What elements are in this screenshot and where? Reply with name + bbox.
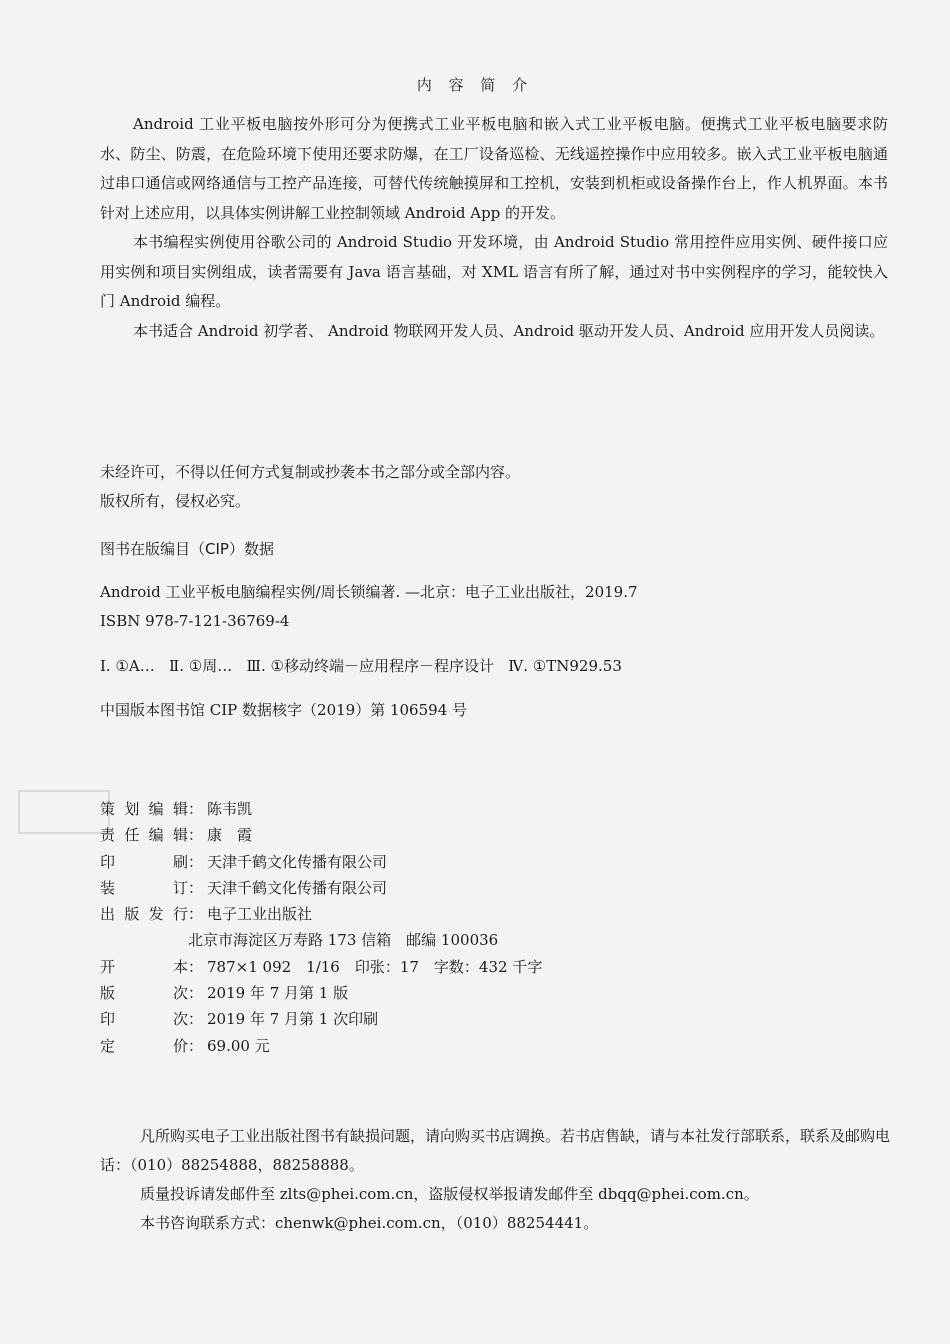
intro-paragraph-3: 本书适合 Android 初学者、 Android 物联网开发人员、Android 驱动开发人员、Android 应用开发人员阅读。 bbox=[133, 321, 885, 340]
detail-label: 印次 bbox=[100, 1010, 188, 1029]
detail-label: 装订 bbox=[100, 878, 188, 897]
detail-label: 定价 bbox=[100, 1036, 188, 1055]
contact-paragraph-3: 本书咨询联系方式：chenwk@phei.com.cn，（010）88254441。 bbox=[140, 1214, 599, 1232]
detail-row: 策划编辑 ： 陈韦凯 bbox=[100, 796, 542, 822]
detail-value: 2019 年 7 月第 1 版 bbox=[207, 984, 349, 1003]
publication-details bbox=[100, 796, 542, 1059]
detail-value: 天津千鹤文化传播有限公司 bbox=[207, 878, 388, 897]
copyright-notice bbox=[100, 458, 520, 516]
detail-label: 版次 bbox=[100, 984, 188, 1003]
cip-heading: 图书在版编目（CIP）数据 bbox=[100, 540, 274, 558]
detail-value: 北京市海淀区万寿路 173 信箱 邮编 100036 bbox=[188, 931, 499, 950]
detail-value: 787×1 092 1/16 印张：17 字数：432 千字 bbox=[207, 957, 543, 976]
detail-row: 出版发行 ： 电子工业出版社 bbox=[100, 901, 542, 927]
intro-paragraph-1: Android 工业平板电脑按外形可分为便携式工业平板电脑和嵌入式工业平板电脑。便携式工业平板电脑要求防水、防尘、防震，在危险环境下使用还要求防爆，在工厂设备巡检、无线遥控操作中应用较多。嵌入式工业平板电脑通过串口通信或网络通信与工控产品连接，可替代传统触摸屏和工控机，安装到机柜或设备操作台上，作人机界面。本书针对上述应用，以具体实例讲解工业控制领域 Android App 的开发。 bbox=[100, 115, 888, 222]
detail-row: 印次 ： 2019 年 7 月第 1 次印刷 bbox=[100, 1006, 542, 1032]
detail-value: 电子工业出版社 bbox=[207, 905, 313, 924]
intro-paragraph-2: 本书编程实例使用谷歌公司的 Android Studio 开发环境，由 Android Studio 常用控件应用实例、硬件接口应用实例和项目实例组成，读者需要有 Java 语言基础，对 XML 语言有所了解，通过对书中实例程序的学习，能较快入门 Android 编程。 bbox=[100, 233, 888, 310]
bleed-through-title bbox=[440, 350, 458, 415]
detail-label: 责任编辑 bbox=[100, 826, 188, 845]
detail-row: 版次 ： 2019 年 7 月第 1 版 bbox=[100, 980, 542, 1006]
detail-label: 印刷 bbox=[100, 852, 188, 871]
detail-label: 出版发行 bbox=[100, 905, 188, 924]
detail-value: 康 霞 bbox=[207, 826, 253, 845]
detail-value: 陈韦凯 bbox=[207, 800, 253, 818]
page-title: 内 容 简 介 bbox=[416, 76, 534, 94]
detail-label: 开本 bbox=[100, 957, 188, 976]
detail-row: 定价 ： 69.00 元 bbox=[100, 1033, 542, 1059]
intro-section bbox=[100, 110, 888, 346]
cip-classification: Ⅰ. ①A… Ⅱ. ①周… Ⅲ. ①移动终端－应用程序－程序设计 Ⅳ. ①TN929.53 bbox=[100, 657, 622, 675]
detail-row: 开本 ： 787×1 092 1/16 印张：17 字数：432 千字 bbox=[100, 954, 542, 980]
copyright-line-1: 未经许可，不得以任何方式复制或抄袭本书之部分或全部内容。 bbox=[100, 463, 521, 481]
detail-label: 策划编辑 bbox=[100, 800, 188, 818]
cip-record: 中国版本图书馆 CIP 数据核字（2019）第 106594 号 bbox=[100, 701, 468, 719]
contact-section bbox=[100, 1122, 890, 1238]
detail-row: 装订 ： 天津千鹤文化传播有限公司 bbox=[100, 875, 542, 901]
cip-book-line: Android 工业平板电脑编程实例/周长锁编著. —北京：电子工业出版社，2019.7 bbox=[100, 583, 638, 601]
contact-paragraph-1: 凡所购买电子工业出版社图书有缺损问题，请向购买书店调换。若书店售缺，请与本社发行部联系，联系及邮购电话：（010）88254888，88258888。 bbox=[100, 1127, 891, 1174]
copyright-line-2: 版权所有，侵权必究。 bbox=[100, 492, 251, 510]
detail-value: 天津千鹤文化传播有限公司 bbox=[207, 852, 388, 871]
detail-value: 2019 年 7 月第 1 次印刷 bbox=[207, 1010, 379, 1029]
bleed-through-stamp bbox=[18, 790, 110, 834]
detail-row: 印刷 ： 天津千鹤文化传播有限公司 bbox=[100, 849, 542, 875]
cip-isbn: ISBN 978-7-121-36769-4 bbox=[100, 612, 290, 630]
detail-row bbox=[100, 927, 542, 953]
contact-paragraph-2: 质量投诉请发邮件至 zlts@phei.com.cn，盗版侵权举报请发邮件至 dbqq@phei.com.cn。 bbox=[140, 1185, 759, 1203]
detail-row: 责任编辑 ： 康 霞 bbox=[100, 822, 542, 848]
detail-value: 69.00 元 bbox=[207, 1036, 270, 1055]
